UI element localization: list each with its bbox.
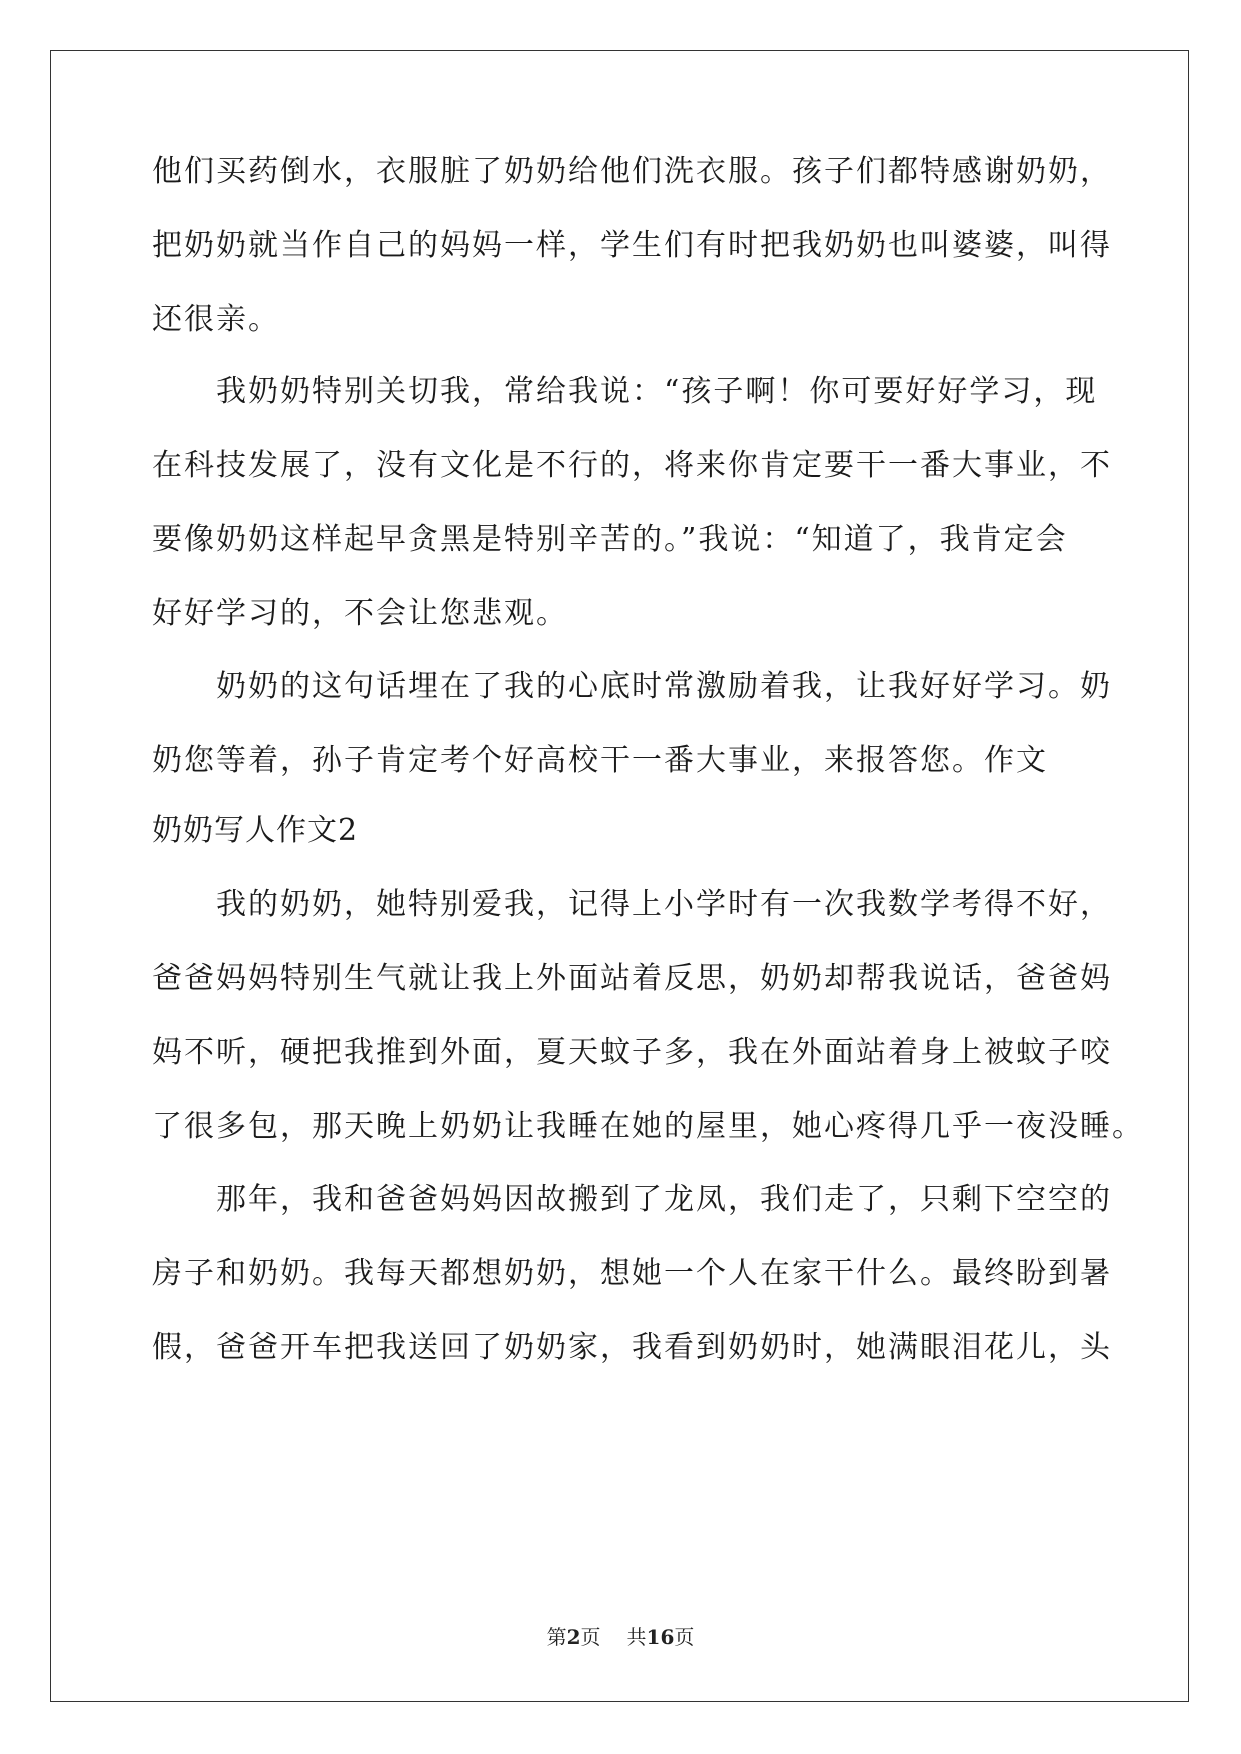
text-line: 好好学习的，不会让您悲观。 bbox=[152, 596, 568, 631]
text-line: 奶您等着，孙子肯定考个好高校干一番大事业，来报答您。作文 bbox=[152, 743, 1048, 778]
text-line: 那年，我和爸爸妈妈因故搬到了龙凤，我们走了，只剩下空空的 bbox=[152, 1182, 1112, 1217]
text-line: 还很亲。 bbox=[152, 302, 280, 337]
text-line: 奶奶的这句话埋在了我的心底时常激励着我，让我好好学习。奶 bbox=[152, 669, 1112, 704]
text-line: 我的奶奶，她特别爱我，记得上小学时有一次我数学考得不好， bbox=[152, 887, 1112, 922]
text-line: 爸爸妈妈特别生气就让我上外面站着反思，奶奶却帮我说话，爸爸妈 bbox=[152, 961, 1112, 996]
text-line: 要像奶奶这样起早贪黑是特别辛苦的。”我说：“知道了，我肯定会 bbox=[152, 522, 1068, 557]
total-prefix: 共 bbox=[626, 1625, 647, 1649]
page-total: 16 bbox=[646, 1625, 675, 1649]
text-line: 妈不听，硬把我推到外面，夏天蚊子多，我在外面站着身上被蚊子咬 bbox=[152, 1035, 1112, 1070]
page-prefix: 第 bbox=[546, 1625, 567, 1649]
page-border bbox=[50, 50, 1189, 1702]
text-line: 了很多包，那天晚上奶奶让我睡在她的屋里，她心疼得几乎一夜没睡。 bbox=[152, 1109, 1144, 1144]
text-line: 他们买药倒水，衣服脏了奶奶给他们洗衣服。孩子们都特感谢奶奶， bbox=[152, 154, 1112, 189]
text-line: 假，爸爸开车把我送回了奶奶家，我看到奶奶时，她满眼泪花儿，头 bbox=[152, 1330, 1112, 1365]
text-line: 我奶奶特别关切我，常给我说：“孩子啊！你可要好好学习，现 bbox=[152, 374, 1098, 409]
text-line: 房子和奶奶。我每天都想奶奶，想她一个人在家干什么。最终盼到暑 bbox=[152, 1256, 1112, 1291]
page-current: 2 bbox=[566, 1625, 581, 1649]
text-line: 把奶奶就当作自己的妈妈一样，学生们有时把我奶奶也叫婆婆，叫得 bbox=[152, 228, 1112, 263]
total-suffix: 页 bbox=[674, 1625, 695, 1649]
page-footer bbox=[0, 1625, 1241, 1649]
page-suffix: 页 bbox=[580, 1625, 601, 1649]
text-line: 在科技发展了，没有文化是不行的，将来你肯定要干一番大事业，不 bbox=[152, 448, 1112, 483]
section-heading: 奶奶写人作文2 bbox=[152, 813, 359, 848]
